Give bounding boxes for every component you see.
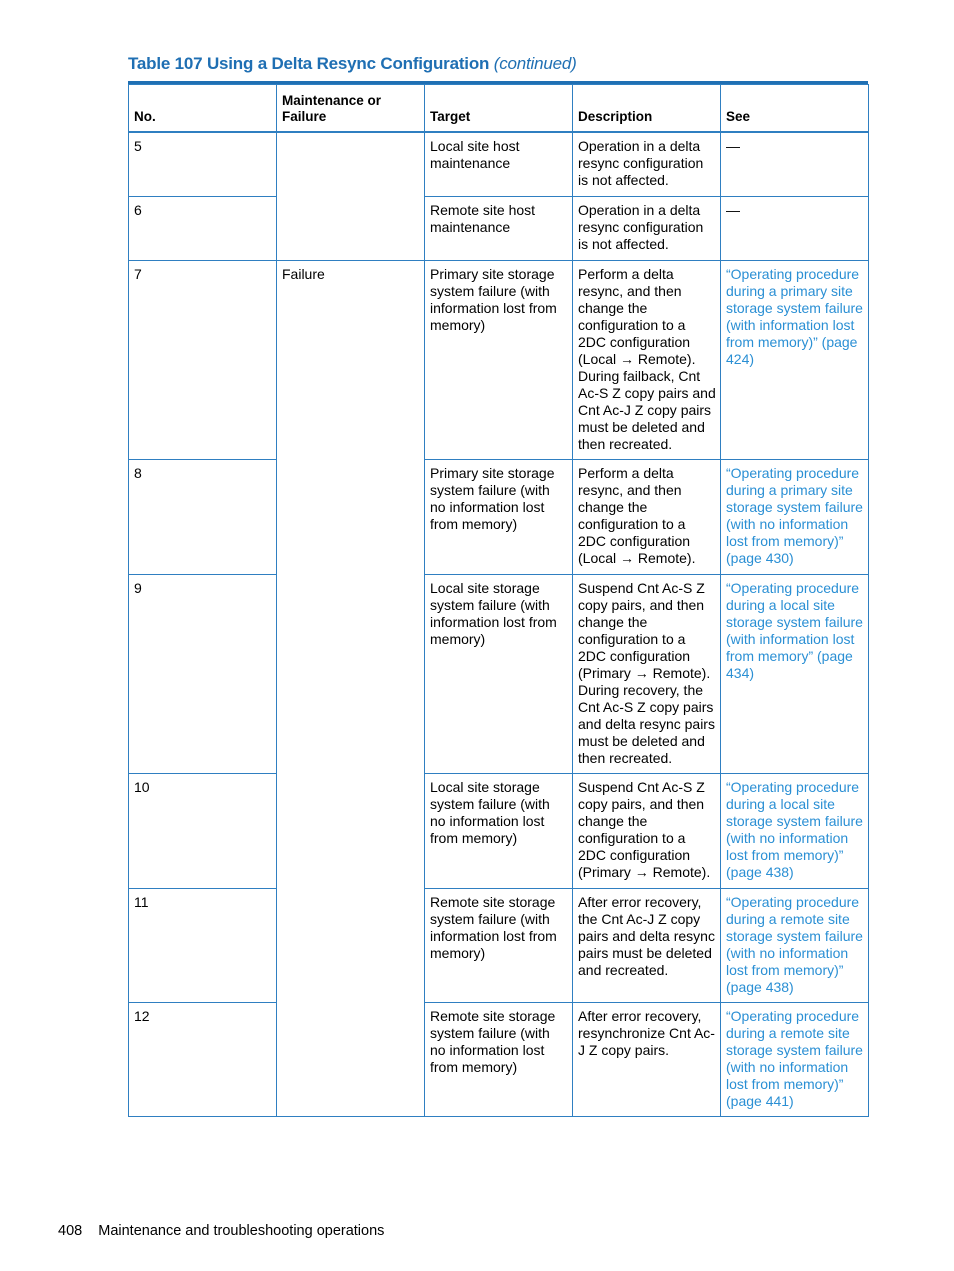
cell-description: After error recovery, resynchronize Cnt Ac-J Z copy pairs. xyxy=(573,1002,721,1116)
header-maintenance-or-failure: Maintenance or Failure xyxy=(277,85,425,133)
cell-target: Remote site storage system failure (with information lost from memory) xyxy=(425,888,573,1002)
cell-target: Local site host maintenance xyxy=(425,132,573,196)
page-number: 408 xyxy=(58,1223,83,1239)
cell-no: 11 xyxy=(129,888,277,1002)
table-caption-continued: (continued) xyxy=(493,54,577,73)
table-row xyxy=(129,260,869,459)
cell-no: 8 xyxy=(129,459,277,574)
header-description: Description xyxy=(573,85,721,133)
table-header-row xyxy=(129,85,869,133)
cell-no: 9 xyxy=(129,574,277,773)
cell-see: — xyxy=(721,196,869,260)
cross-reference-link[interactable]: “Operating procedure during a remote site storage system failure (with no information lost from memory)” (page 438) xyxy=(721,888,869,1002)
table-row xyxy=(129,574,869,773)
header-see: See xyxy=(721,85,869,133)
cell-no: 12 xyxy=(129,1002,277,1116)
cross-reference-link[interactable]: “Operating procedure during a local site storage system failure (with no information lost from memory)” (page 438) xyxy=(721,773,869,888)
cell-description: Perform a delta resync, and then change the configuration to a 2DC configuration (Local → Remote). During failback, Cnt Ac-S Z copy pairs and Cnt Ac-J Z copy pairs must be deleted and then recreated. xyxy=(573,260,721,459)
table-row xyxy=(129,196,869,260)
cross-reference-link[interactable]: “Operating procedure during a remote site storage system failure (with no information lost from memory)” (page 441) xyxy=(721,1002,869,1116)
cell-description: After error recovery, the Cnt Ac-J Z copy pairs and delta resync pairs must be deleted and recreated. xyxy=(573,888,721,1002)
cross-reference-link[interactable]: “Operating procedure during a primary site storage system failure (with information lost from memory)” (page 424) xyxy=(721,260,869,459)
footer-section-title: Maintenance and troubleshooting operations xyxy=(98,1223,385,1239)
cell-no: 7 xyxy=(129,260,277,459)
cell-target: Remote site host maintenance xyxy=(425,196,573,260)
cell-description: Operation in a delta resync configuration is not affected. xyxy=(573,132,721,196)
table-row xyxy=(129,773,869,888)
table-caption xyxy=(128,54,868,74)
cell-see: — xyxy=(721,132,869,196)
cell-no: 6 xyxy=(129,196,277,260)
cell-target: Primary site storage system failure (with information lost from memory) xyxy=(425,260,573,459)
cell-description: Suspend Cnt Ac-S Z copy pairs, and then change the configuration to a 2DC configuration (Primary → Remote). During recovery, the Cnt Ac-S Z copy pairs and delta resync pairs must be deleted and then recreated. xyxy=(573,574,721,773)
page-footer xyxy=(58,1223,384,1239)
cell-target: Local site storage system failure (with information lost from memory) xyxy=(425,574,573,773)
cell-type: Failure xyxy=(277,260,425,1116)
cell-description: Operation in a delta resync configuration is not affected. xyxy=(573,196,721,260)
cell-no: 5 xyxy=(129,132,277,196)
cell-type xyxy=(277,132,425,260)
cell-target: Primary site storage system failure (with no information lost from memory) xyxy=(425,459,573,574)
table-row xyxy=(129,1002,869,1116)
header-target: Target xyxy=(425,85,573,133)
cross-reference-link[interactable]: “Operating procedure during a local site storage system failure (with information lost from memory” (page 434) xyxy=(721,574,869,773)
delta-resync-table xyxy=(128,84,869,1117)
table-row xyxy=(129,459,869,574)
header-no: No. xyxy=(129,85,277,133)
cell-no: 10 xyxy=(129,773,277,888)
cross-reference-link[interactable]: “Operating procedure during a primary site storage system failure (with no information lost from memory)” (page 430) xyxy=(721,459,869,574)
cell-target: Remote site storage system failure (with no information lost from memory) xyxy=(425,1002,573,1116)
table-caption-label: Table 107 Using a Delta Resync Configuration xyxy=(128,54,490,73)
cell-description: Suspend Cnt Ac-S Z copy pairs, and then change the configuration to a 2DC configuration (Primary → Remote). xyxy=(573,773,721,888)
table-row xyxy=(129,132,869,196)
table-row xyxy=(129,888,869,1002)
cell-target: Local site storage system failure (with no information lost from memory) xyxy=(425,773,573,888)
cell-description: Perform a delta resync, and then change the configuration to a 2DC configuration (Local → Remote). xyxy=(573,459,721,574)
